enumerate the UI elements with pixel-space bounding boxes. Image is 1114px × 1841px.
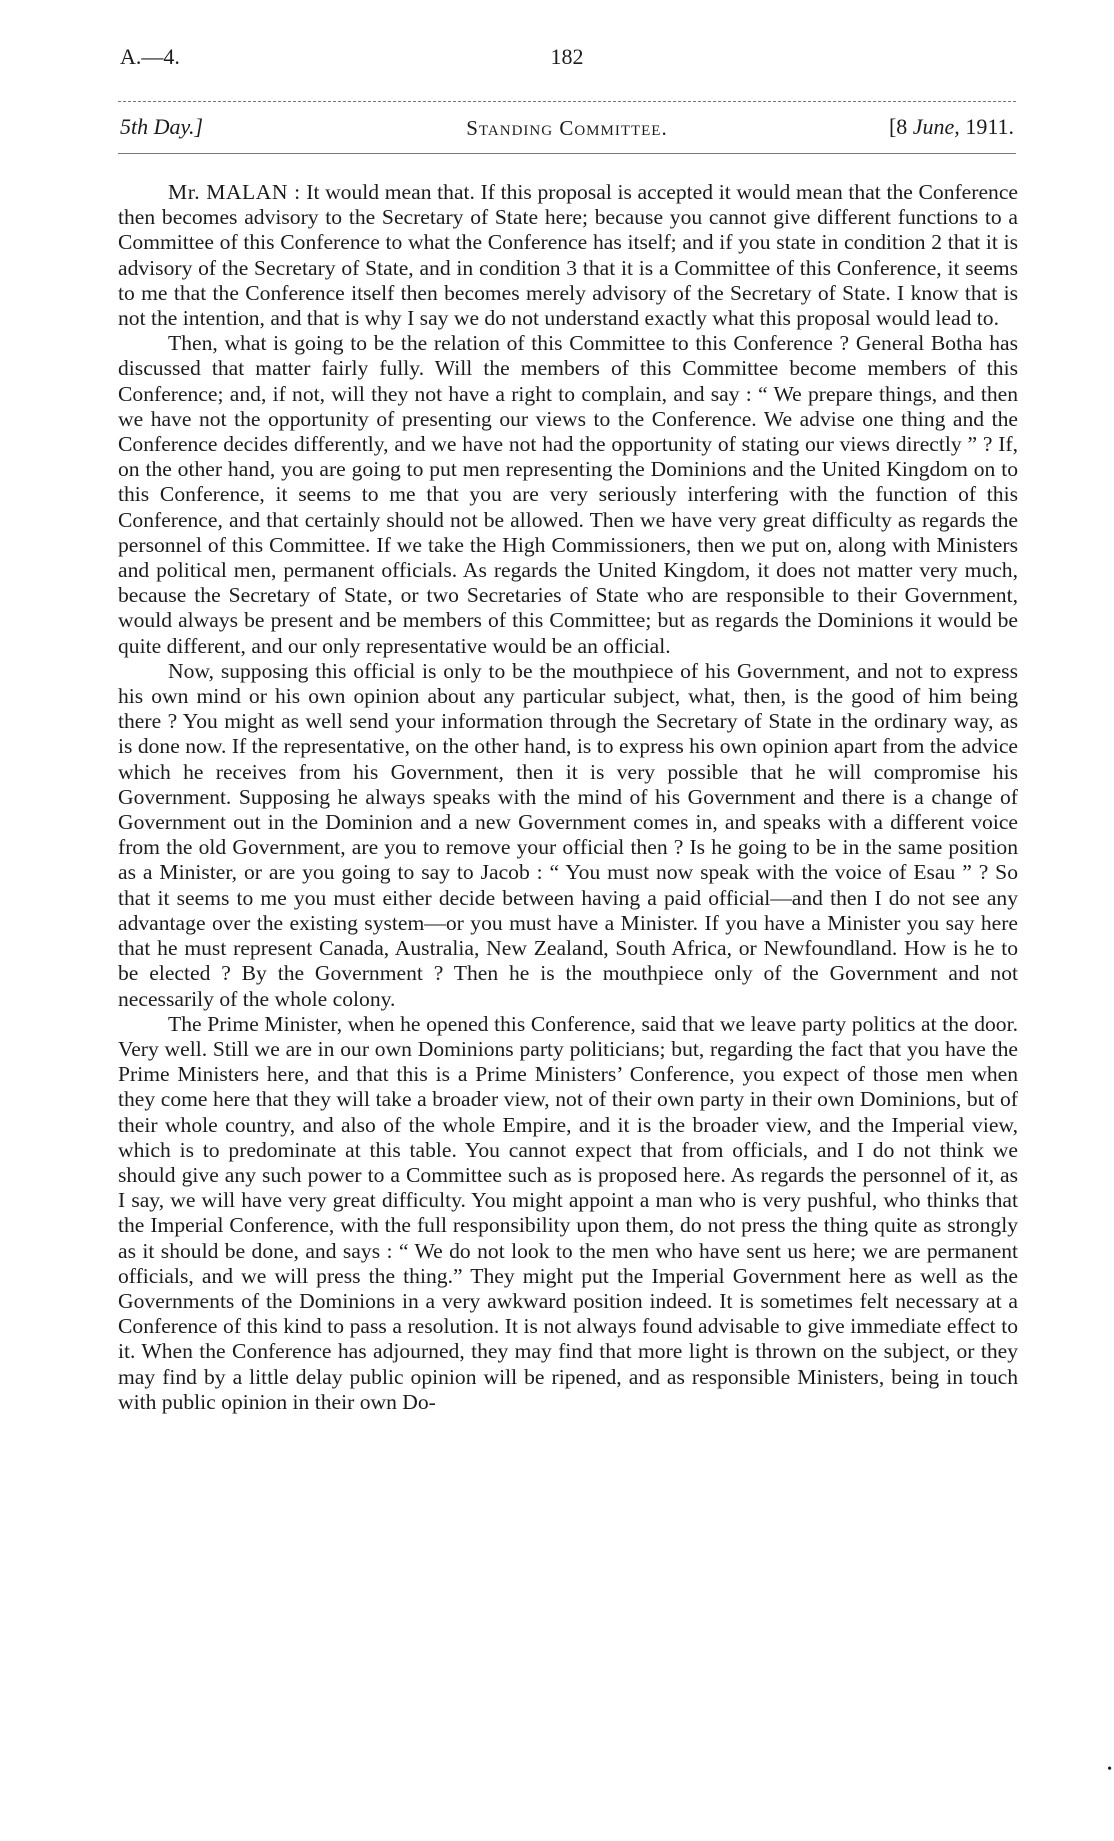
header-rule-top — [118, 101, 1016, 102]
running-head-day: 5th Day.] — [120, 114, 204, 139]
header-rule-bottom — [118, 153, 1016, 154]
paragraph-4: The Prime Minister, when he opened this Conference, said that we leave party politics at the door. Very well. Still we are in our own Dominions party politicians; but, regarding the fact that you have the Prime Ministers here, and that this is a Prime Ministers’ Conference, you expect of those men when they come here that they will take a broader view, not of their own party in their own Dominions, but of their whole country, and also of the whole Empire, and it is the broader view, and the Imperial view, which is to predominate at this table. You cannot expect that from officials, and I do not think we should give any such power to a Committee such as is proposed here. As regards the personnel of it, as I say, we will have very great difficulty. You might appoint a man who is very pushful, who thinks that the Imperial Conference, with the full responsibility upon them, do not press the thing quite as strongly as it should be done, and says : “ We do not look to the men who have sent us here; we are permanent officials, and we will press the thing.” They might put the Imperial Government here as well as the Governments of the Dominions in a very awkward position indeed. It is sometimes felt necessary at a Conference of this kind to pass a resolution. It is not always found advisable to give immediate effect to it. When the Conference has adjourned, they may find that more light is thrown on the subject, or they may find by a little delay public opinion will be ripened, and as responsible Ministers, being in touch with public opinion in their own Do- — [118, 1011, 1018, 1414]
running-head — [120, 114, 1014, 148]
paragraph-3: Now, supposing this official is only to be the mouthpiece of his Government, and not to express his own mind or his own opinion about any particular subject, what, then, is the good of him being there ? You might as well send your information through the Secretary of State in the ordinary way, as is done now. If the representative, on the other hand, is to express his own opinion apart from the advice which he receives from his Government, then it is very possible that he will compromise his Government. Supposing he always speaks with the mind of his Government and there is a change of Government out in the Dominion and a new Government comes in, and speaks with a different voice from the old Government, are you to remove your official then ? Is he going to be in the same position as a Minister, or are you going to say to Jacob : “ You must now speak with the voice of Esau ” ? So that it seems to me you must either decide between having a paid official—and then I do not see any advantage over the existing system—or you must have a Minister. If you have a Minister you say here that he must represent Canada, Australia, New Zealand, South Africa, or Newfoundland. How is he to be elected ? By the Government ? Then he is the mouthpiece only of the Government and not necessarily of the whole colony. — [118, 658, 1018, 1011]
date-month: June, — [912, 114, 960, 139]
paragraph-1 — [118, 180, 1018, 331]
paragraph-2: Then, what is going to be the relation of this Committee to this Conference ? General Botha has discussed that matter fairly fully. Will the members of this Committee become members of this Conference; and, if not, will they not have a right to complain, and say : “ We prepare things, and then we have not the opportunity of presenting our views to the Conference. We advise one thing and the Conference decides differently, and we have not had the opportunity of stating our views directly ” ? If, on the other hand, you are going to put men representing the Dominions and the United Kingdom on to this Conference, it seems to me that you are very seriously interfering with the function of this Conference, and that certainly should not be allowed. Then we have very great difficulty as regards the personnel of this Committee. If we take the High Commissioners, then we put on, along with Ministers and political men, permanent officials. As regards the United Kingdom, it does not matter very much, because the Secretary of State, or two Secretaries of State who are responsible to their Government, would always be present and be members of this Committee; but as regards the Dominions it would be quite different, and our only representative would be an official. — [118, 331, 1018, 658]
margin-mark: • — [1107, 1762, 1112, 1777]
page-number: 182 — [550, 44, 584, 69]
running-head-date — [889, 114, 1014, 140]
date-year: 1911. — [959, 114, 1014, 139]
page-header — [120, 44, 1014, 84]
running-head-title: Standing Committee. — [466, 116, 668, 140]
date-prefix: [8 — [888, 114, 913, 139]
speaker-name: Mr. MALAN : — [168, 180, 301, 204]
body-text — [118, 180, 1018, 1415]
document-reference: A.—4. — [120, 44, 180, 69]
paragraph-text: It would mean that. If this proposal is accepted it would mean that the Conference then becomes advisory to the Secretary of State here; because you cannot give different functions to a Committee of this Conference to what the Conference has itself; and if you state in condition 2 that it is advisory of the Secretary of State, and in condition 3 that it is a Committee of this Conference, it seems to me that the Conference itself then becomes merely advisory of the Secretary of State. I know that is not the intention, and that is why I say we do not understand exactly what this proposal would lead to. — [118, 180, 1019, 331]
